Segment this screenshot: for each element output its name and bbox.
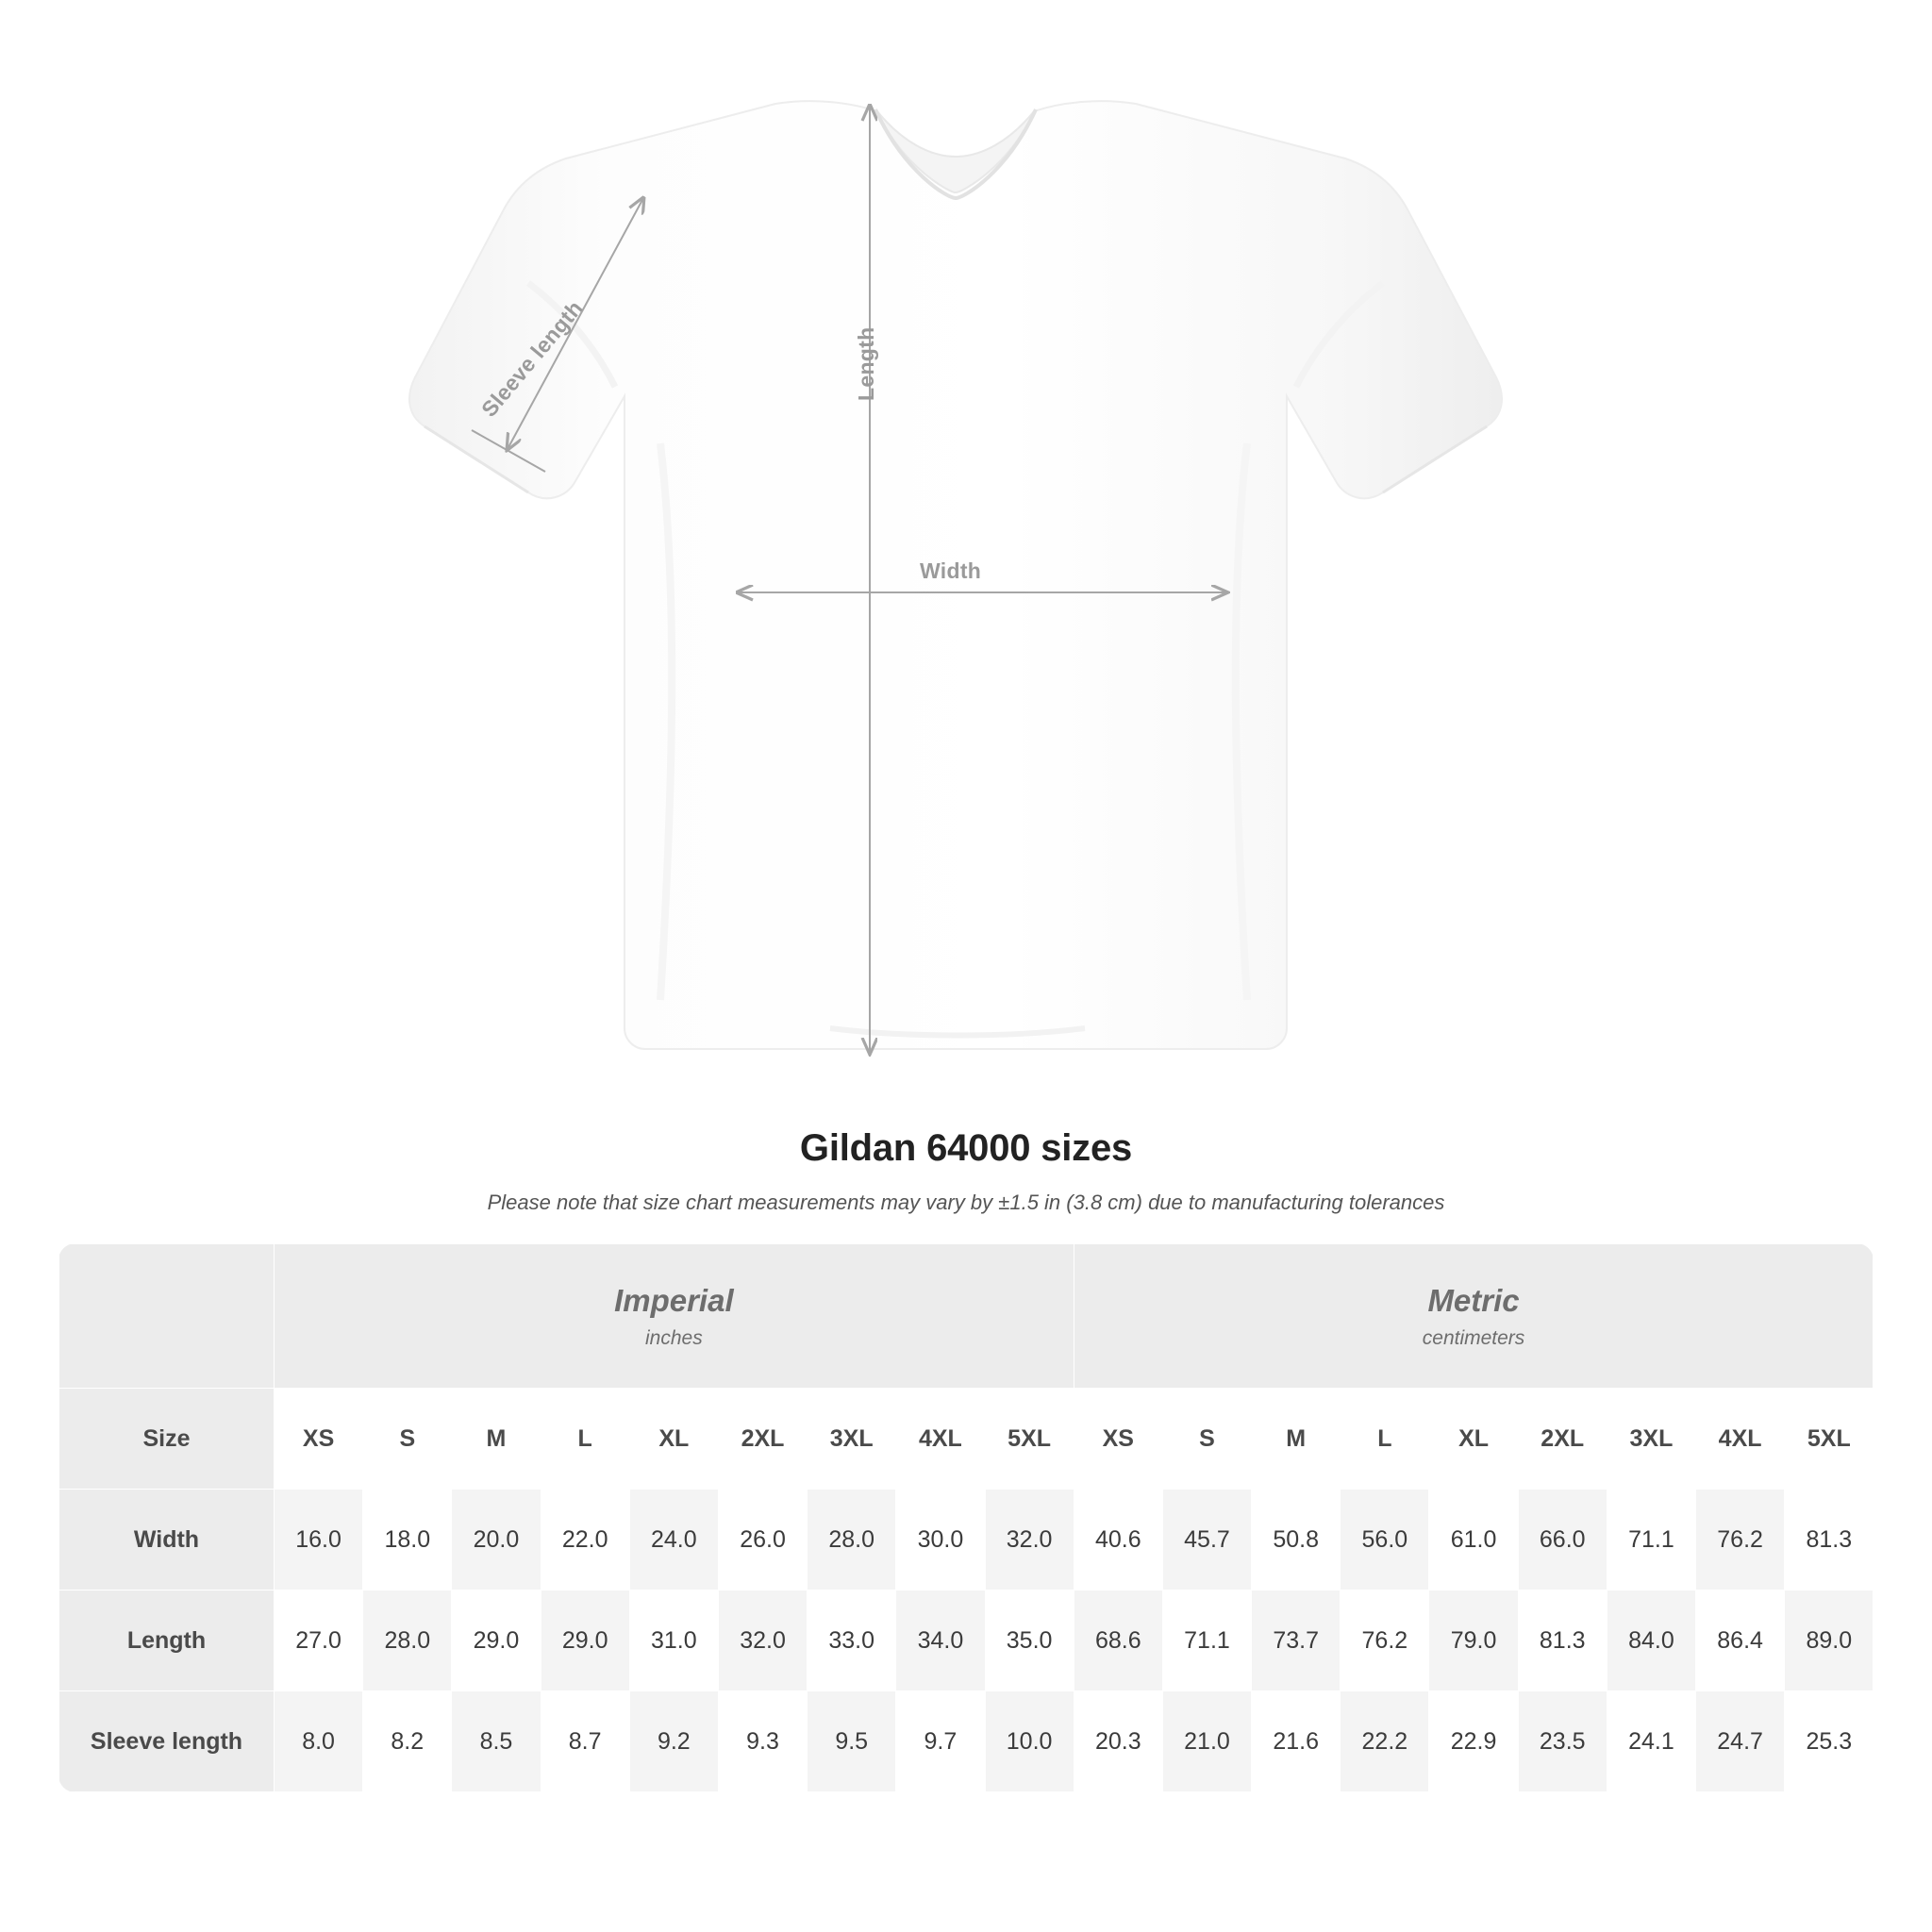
cell-width: 66.0: [1518, 1490, 1607, 1591]
cell-width: 20.0: [452, 1490, 541, 1591]
size-header-cell: S: [1162, 1389, 1251, 1490]
size-table-wrapper: [58, 1243, 1874, 1792]
cell-width: 61.0: [1429, 1490, 1518, 1591]
cell-width: 76.2: [1696, 1490, 1785, 1591]
size-header-cell: 3XL: [808, 1389, 896, 1490]
cell-length: 35.0: [985, 1591, 1074, 1691]
cell-width: 18.0: [363, 1490, 452, 1591]
unit-group-header-row: [59, 1244, 1874, 1389]
size-header-cell: 3XL: [1607, 1389, 1695, 1490]
size-row-label: Size: [59, 1389, 275, 1490]
size-header-cell: 5XL: [985, 1389, 1074, 1490]
table-corner-cell: [59, 1244, 275, 1389]
row-label-sleeve-length: Sleeve length: [59, 1691, 275, 1792]
width-label: Width: [920, 558, 982, 583]
cell-length: 27.0: [275, 1591, 363, 1691]
size-header-cell: XL: [629, 1389, 718, 1490]
size-header-cell: 2XL: [718, 1389, 807, 1490]
size-header-cell: L: [541, 1389, 629, 1490]
cell-sleeve-length: 20.3: [1074, 1691, 1162, 1792]
cell-sleeve-length: 23.5: [1518, 1691, 1607, 1792]
size-header-row: [59, 1389, 1874, 1490]
cell-sleeve-length: 8.2: [363, 1691, 452, 1792]
cell-width: 81.3: [1785, 1490, 1874, 1591]
cell-width: 50.8: [1252, 1490, 1341, 1591]
unit-group-metric-sub: centimeters: [1422, 1326, 1525, 1349]
size-table: [58, 1243, 1874, 1792]
unit-group-metric: [1074, 1244, 1874, 1389]
size-header-cell: XS: [1074, 1389, 1162, 1490]
cell-length: 68.6: [1074, 1591, 1162, 1691]
cell-sleeve-length: 9.3: [718, 1691, 807, 1792]
cell-sleeve-length: 25.3: [1785, 1691, 1874, 1792]
cell-length: 86.4: [1696, 1591, 1785, 1691]
size-header-cell: 2XL: [1518, 1389, 1607, 1490]
cell-sleeve-length: 9.2: [629, 1691, 718, 1792]
row-label-width: Width: [59, 1490, 275, 1591]
cell-sleeve-length: 24.1: [1607, 1691, 1695, 1792]
unit-group-imperial: [275, 1244, 1074, 1389]
cell-sleeve-length: 21.0: [1162, 1691, 1251, 1792]
cell-length: 71.1: [1162, 1591, 1251, 1691]
measurement-note: Please note that size chart measurements may vary by ±1.5 in (3.8 cm) due to manufacturing tolerances: [487, 1191, 1445, 1214]
table-row: [59, 1691, 1874, 1792]
cell-length: 31.0: [629, 1591, 718, 1691]
cell-sleeve-length: 10.0: [985, 1691, 1074, 1792]
cell-length: 34.0: [896, 1591, 985, 1691]
cell-sleeve-length: 8.7: [541, 1691, 629, 1792]
size-header-cell: M: [452, 1389, 541, 1490]
cell-length: 32.0: [718, 1591, 807, 1691]
cell-sleeve-length: 8.5: [452, 1691, 541, 1792]
unit-group-imperial-sub: inches: [645, 1326, 703, 1349]
size-header-cell: 5XL: [1785, 1389, 1874, 1490]
cell-width: 28.0: [808, 1490, 896, 1591]
cell-sleeve-length: 21.6: [1252, 1691, 1341, 1792]
page-title: Gildan 64000 sizes: [799, 1127, 1133, 1169]
cell-length: 29.0: [452, 1591, 541, 1691]
length-label: Length: [854, 326, 878, 401]
cell-length: 89.0: [1785, 1591, 1874, 1691]
sleeve-length-label: Sleeve length: [476, 295, 588, 422]
cell-length: 81.3: [1518, 1591, 1607, 1691]
cell-width: 30.0: [896, 1490, 985, 1591]
cell-width: 40.6: [1074, 1490, 1162, 1591]
size-header-cell: XS: [275, 1389, 363, 1490]
cell-width: 22.0: [541, 1490, 629, 1591]
cell-width: 24.0: [629, 1490, 718, 1591]
size-header-cell: XL: [1429, 1389, 1518, 1490]
cell-sleeve-length: 22.9: [1429, 1691, 1518, 1792]
table-row: [59, 1490, 1874, 1591]
cell-sleeve-length: 9.7: [896, 1691, 985, 1792]
cell-sleeve-length: 8.0: [275, 1691, 363, 1792]
unit-group-imperial-name: Imperial: [614, 1282, 734, 1318]
cell-length: 28.0: [363, 1591, 452, 1691]
cell-width: 26.0: [718, 1490, 807, 1591]
size-header-cell: L: [1341, 1389, 1429, 1490]
cell-sleeve-length: 9.5: [808, 1691, 896, 1792]
cell-length: 73.7: [1252, 1591, 1341, 1691]
cell-sleeve-length: 22.2: [1341, 1691, 1429, 1792]
cell-width: 16.0: [275, 1490, 363, 1591]
cell-width: 71.1: [1607, 1490, 1695, 1591]
title-block: [0, 1127, 1932, 1215]
cell-length: 79.0: [1429, 1591, 1518, 1691]
cell-width: 32.0: [985, 1490, 1074, 1591]
size-header-cell: M: [1252, 1389, 1341, 1490]
size-header-cell: S: [363, 1389, 452, 1490]
cell-width: 56.0: [1341, 1490, 1429, 1591]
size-header-cell: 4XL: [1696, 1389, 1785, 1490]
table-row: [59, 1591, 1874, 1691]
cell-length: 33.0: [808, 1591, 896, 1691]
cell-length: 29.0: [541, 1591, 629, 1691]
cell-sleeve-length: 24.7: [1696, 1691, 1785, 1792]
size-header-cell: 4XL: [896, 1389, 985, 1490]
unit-group-metric-name: Metric: [1427, 1282, 1520, 1318]
cell-length: 84.0: [1607, 1591, 1695, 1691]
cell-length: 76.2: [1341, 1591, 1429, 1691]
cell-width: 45.7: [1162, 1490, 1251, 1591]
row-label-length: Length: [59, 1591, 275, 1691]
